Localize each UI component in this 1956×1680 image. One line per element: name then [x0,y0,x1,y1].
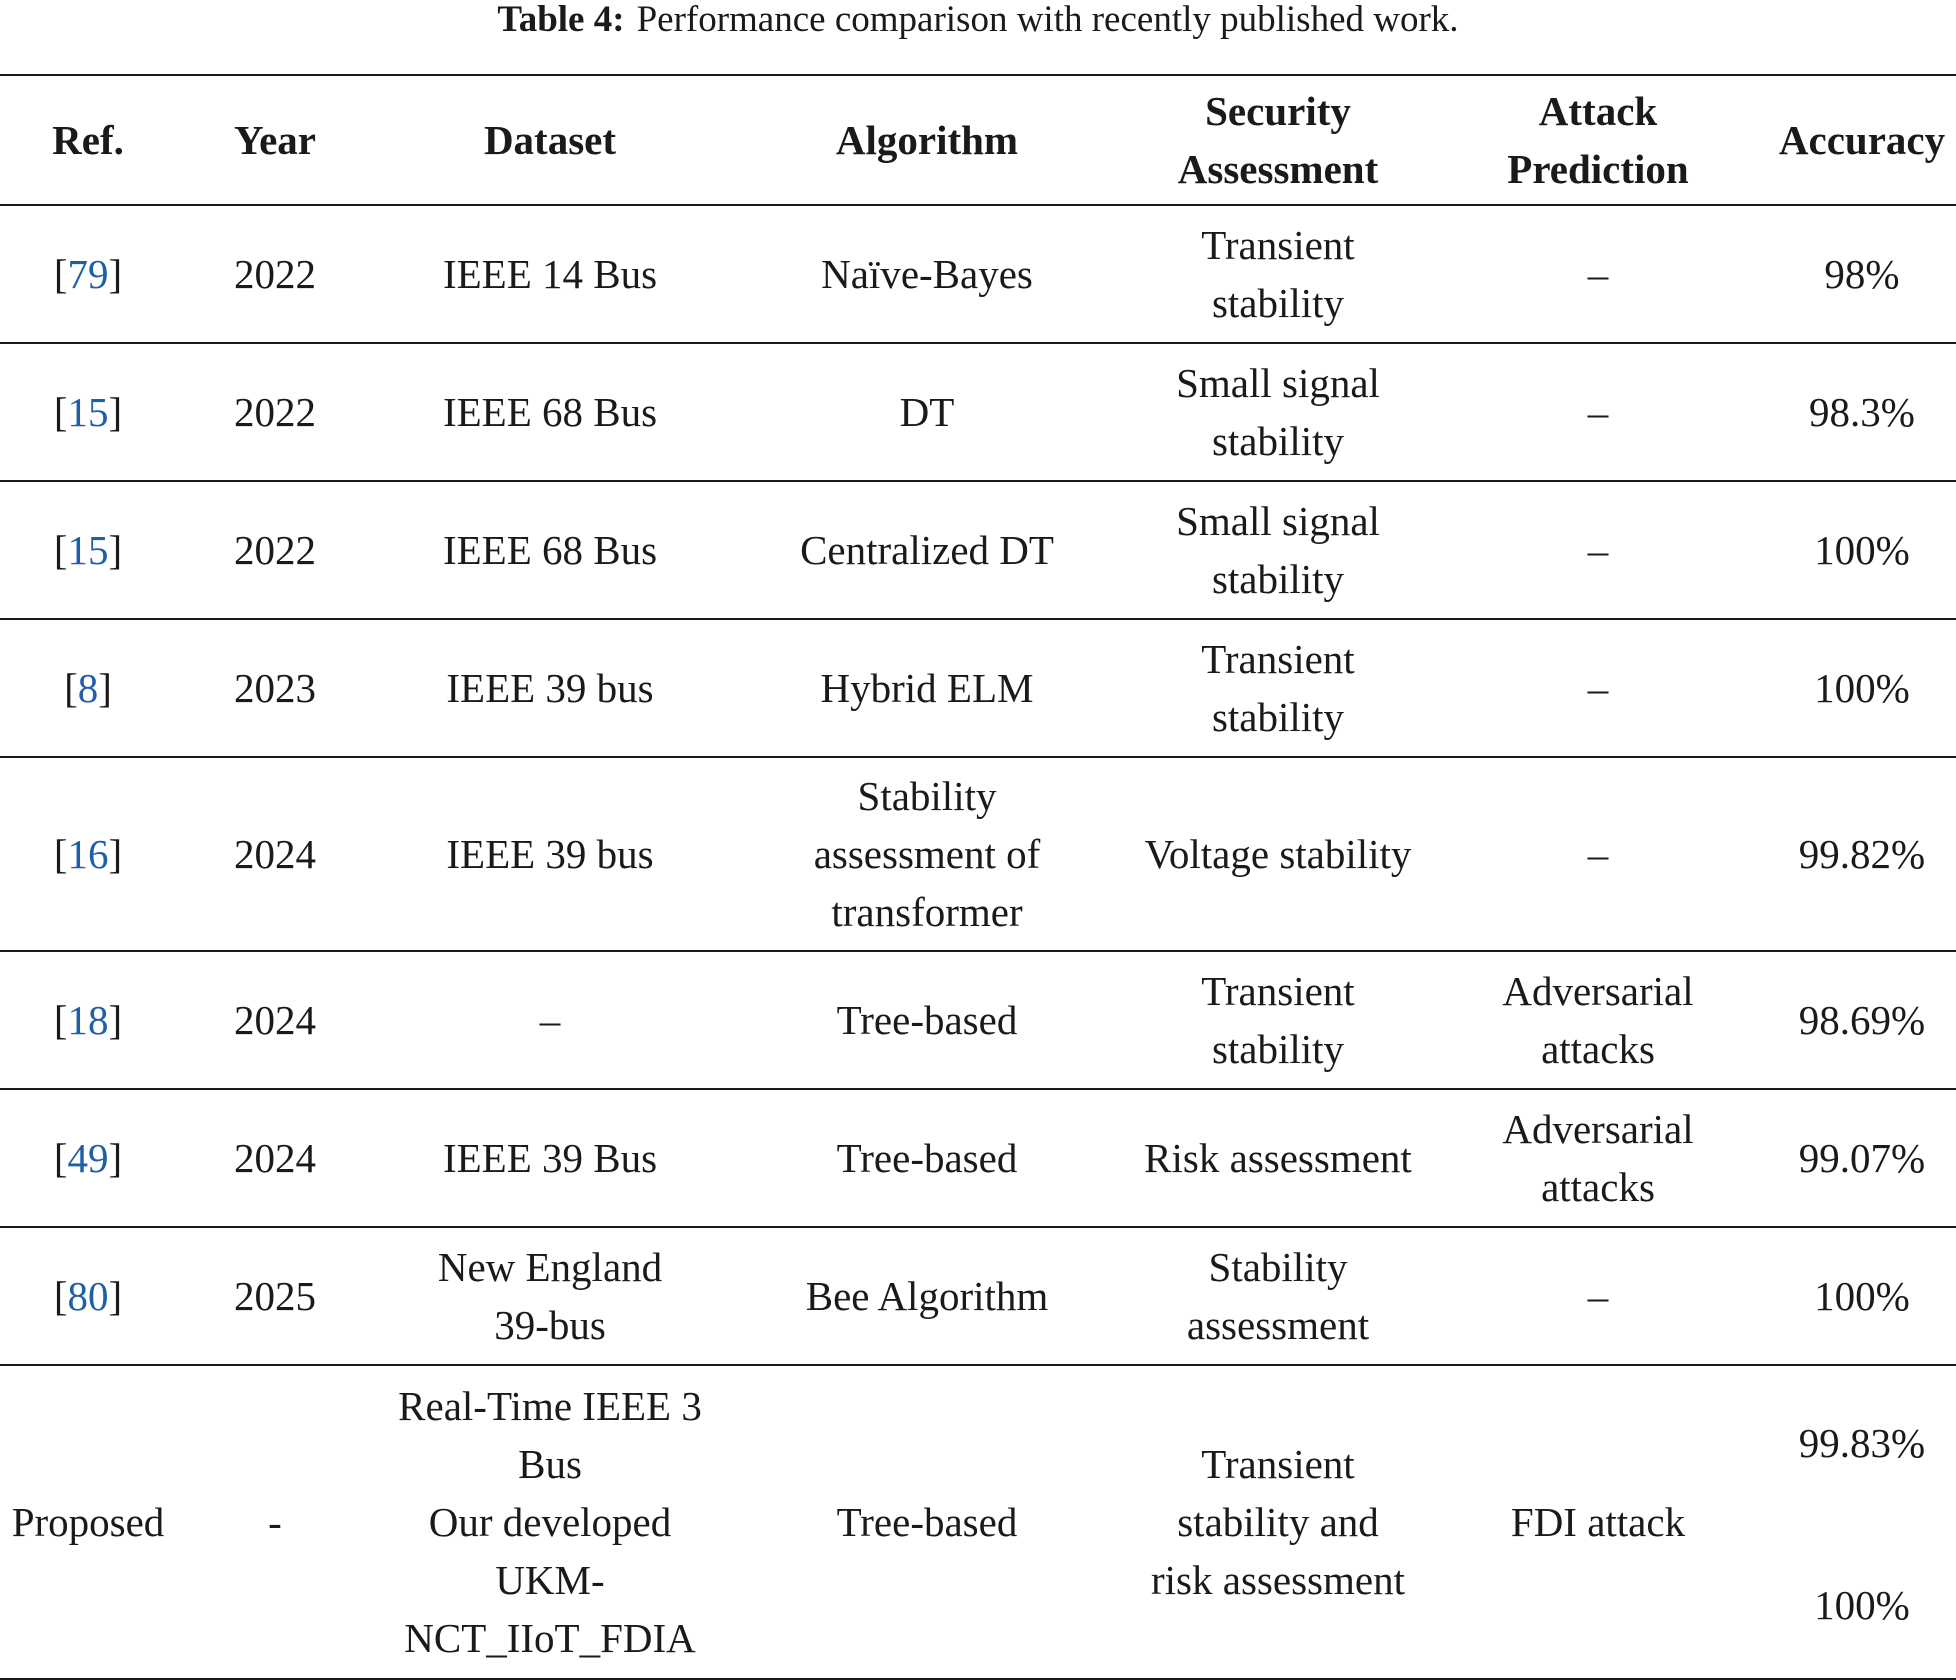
cell-ref: [79] [0,205,176,343]
cell-year: - [176,1365,374,1679]
table-row [0,1227,1956,1365]
accuracy-value: 100% [1814,1582,1910,1628]
cell-line: Stability [857,773,997,819]
cell-ref: [80] [0,1227,176,1365]
cell-year: 2024 [176,951,374,1089]
cell-accuracy: 98.69% [1768,951,1956,1089]
table-row [0,951,1956,1089]
cell-security [1128,619,1428,757]
cell-line: Transient [1201,636,1355,682]
cell-attack: – [1428,1227,1768,1365]
cell-line: New England [437,1244,663,1290]
table-row [0,481,1956,619]
cell-dataset [374,1365,726,1679]
cell-algorithm [726,757,1128,951]
cell-attack: – [1428,343,1768,481]
table-row [0,757,1956,951]
cell-dataset: IEEE 39 bus [374,757,726,951]
header-attack-line1: Attack [1538,88,1658,134]
ref-link[interactable]: 16 [67,831,109,877]
header-year: Year [176,75,374,205]
cell-year: 2022 [176,205,374,343]
header-attack-prediction [1428,75,1768,205]
caption-label: Table 4: [497,0,625,40]
cell-accuracy: 100% [1768,481,1956,619]
cell-ref: [16] [0,757,176,951]
cell-line: stability [1211,694,1345,740]
cell-line: Our developed [428,1499,672,1545]
header-accuracy: Accuracy [1768,75,1956,205]
table-row [0,205,1956,343]
cell-accuracy [1768,1365,1956,1679]
cell-dataset: IEEE 68 Bus [374,481,726,619]
table-caption [0,0,1956,48]
cell-attack: – [1428,619,1768,757]
cell-ref: Proposed [0,1365,176,1679]
cell-attack: – [1428,481,1768,619]
header-security-assessment [1128,75,1428,205]
cell-attack [1428,1089,1768,1227]
cell-ref: [15] [0,343,176,481]
ref-link[interactable]: 80 [67,1273,109,1319]
cell-attack: – [1428,205,1768,343]
cell-line: Adversarial [1502,968,1694,1014]
ref-link[interactable]: 18 [67,997,109,1043]
cell-line: NCT_IIoT_FDIA [404,1615,696,1661]
cell-line: stability [1211,1026,1345,1072]
cell-line: Small signal [1176,498,1380,544]
cell-year: 2023 [176,619,374,757]
cell-line: Small signal [1176,360,1380,406]
performance-comparison-table [0,74,1956,1680]
caption-text: Performance comparison with recently published work. [636,0,1459,40]
cell-attack: FDI attack [1428,1365,1768,1679]
table-row [0,343,1956,481]
cell-year: 2024 [176,757,374,951]
cell-line: Adversarial [1502,1106,1694,1152]
table-row-proposed [0,1365,1956,1679]
cell-dataset: IEEE 68 Bus [374,343,726,481]
cell-line: UKM- [495,1557,605,1603]
cell-dataset: IEEE 39 bus [374,619,726,757]
ref-link[interactable]: 15 [67,527,109,573]
ref-link[interactable]: 49 [67,1135,109,1181]
header-attack-line2: Prediction [1507,146,1689,192]
cell-year: 2022 [176,343,374,481]
cell-algorithm: Bee Algorithm [726,1227,1128,1365]
cell-line: transformer [831,889,1023,935]
cell-accuracy: 98% [1768,205,1956,343]
cell-security [1128,343,1428,481]
cell-algorithm: Tree-based [726,1089,1128,1227]
cell-line: assessment [1186,1302,1370,1348]
cell-ref: [49] [0,1089,176,1227]
cell-dataset: – [374,951,726,1089]
cell-line: stability [1211,556,1345,602]
cell-algorithm: Centralized DT [726,481,1128,619]
cell-accuracy: 100% [1768,619,1956,757]
ref-link[interactable]: 8 [77,665,99,711]
cell-line: Stability [1208,1244,1348,1290]
cell-year: 2022 [176,481,374,619]
header-row [0,75,1956,205]
cell-accuracy: 98.3% [1768,343,1956,481]
cell-line: risk assessment [1151,1557,1405,1603]
table-row [0,1089,1956,1227]
ref-link[interactable]: 15 [67,389,109,435]
cell-security: Voltage stability [1128,757,1428,951]
cell-line: attacks [1541,1164,1655,1210]
cell-accuracy: 99.82% [1768,757,1956,951]
cell-line: stability and [1177,1499,1379,1545]
cell-algorithm: Tree-based [726,1365,1128,1679]
accuracy-value: 99.83% [1798,1420,1926,1466]
cell-ref: [18] [0,951,176,1089]
cell-security [1128,1365,1428,1679]
cell-line: assessment of [813,831,1041,877]
cell-line: Transient [1201,222,1355,268]
cell-accuracy: 99.07% [1768,1089,1956,1227]
cell-line: stability [1211,280,1345,326]
header-security-line2: Assessment [1177,146,1379,192]
cell-algorithm: Tree-based [726,951,1128,1089]
ref-link[interactable]: 79 [67,251,109,297]
cell-dataset: IEEE 14 Bus [374,205,726,343]
cell-accuracy: 100% [1768,1227,1956,1365]
cell-line: Transient [1201,968,1355,1014]
cell-line: Bus [518,1441,582,1487]
table-row [0,619,1956,757]
cell-security: Risk assessment [1128,1089,1428,1227]
cell-algorithm: Hybrid ELM [726,619,1128,757]
cell-year: 2025 [176,1227,374,1365]
cell-security [1128,1227,1428,1365]
cell-security [1128,205,1428,343]
cell-ref: [8] [0,619,176,757]
cell-line: stability [1211,418,1345,464]
cell-algorithm: Naïve-Bayes [726,205,1128,343]
cell-security [1128,951,1428,1089]
cell-line: attacks [1541,1026,1655,1072]
cell-dataset: IEEE 39 Bus [374,1089,726,1227]
accuracy-stack [1770,1410,1954,1634]
cell-line: 39-bus [494,1302,606,1348]
cell-attack [1428,951,1768,1089]
cell-line: Transient [1201,1441,1355,1487]
cell-ref: [15] [0,481,176,619]
cell-attack: – [1428,757,1768,951]
header-ref: Ref. [0,75,176,205]
cell-dataset [374,1227,726,1365]
header-algorithm: Algorithm [726,75,1128,205]
cell-algorithm: DT [726,343,1128,481]
cell-line: Real-Time IEEE 3 [398,1383,702,1429]
header-security-line1: Security [1205,88,1351,134]
cell-security [1128,481,1428,619]
header-dataset: Dataset [374,75,726,205]
cell-year: 2024 [176,1089,374,1227]
